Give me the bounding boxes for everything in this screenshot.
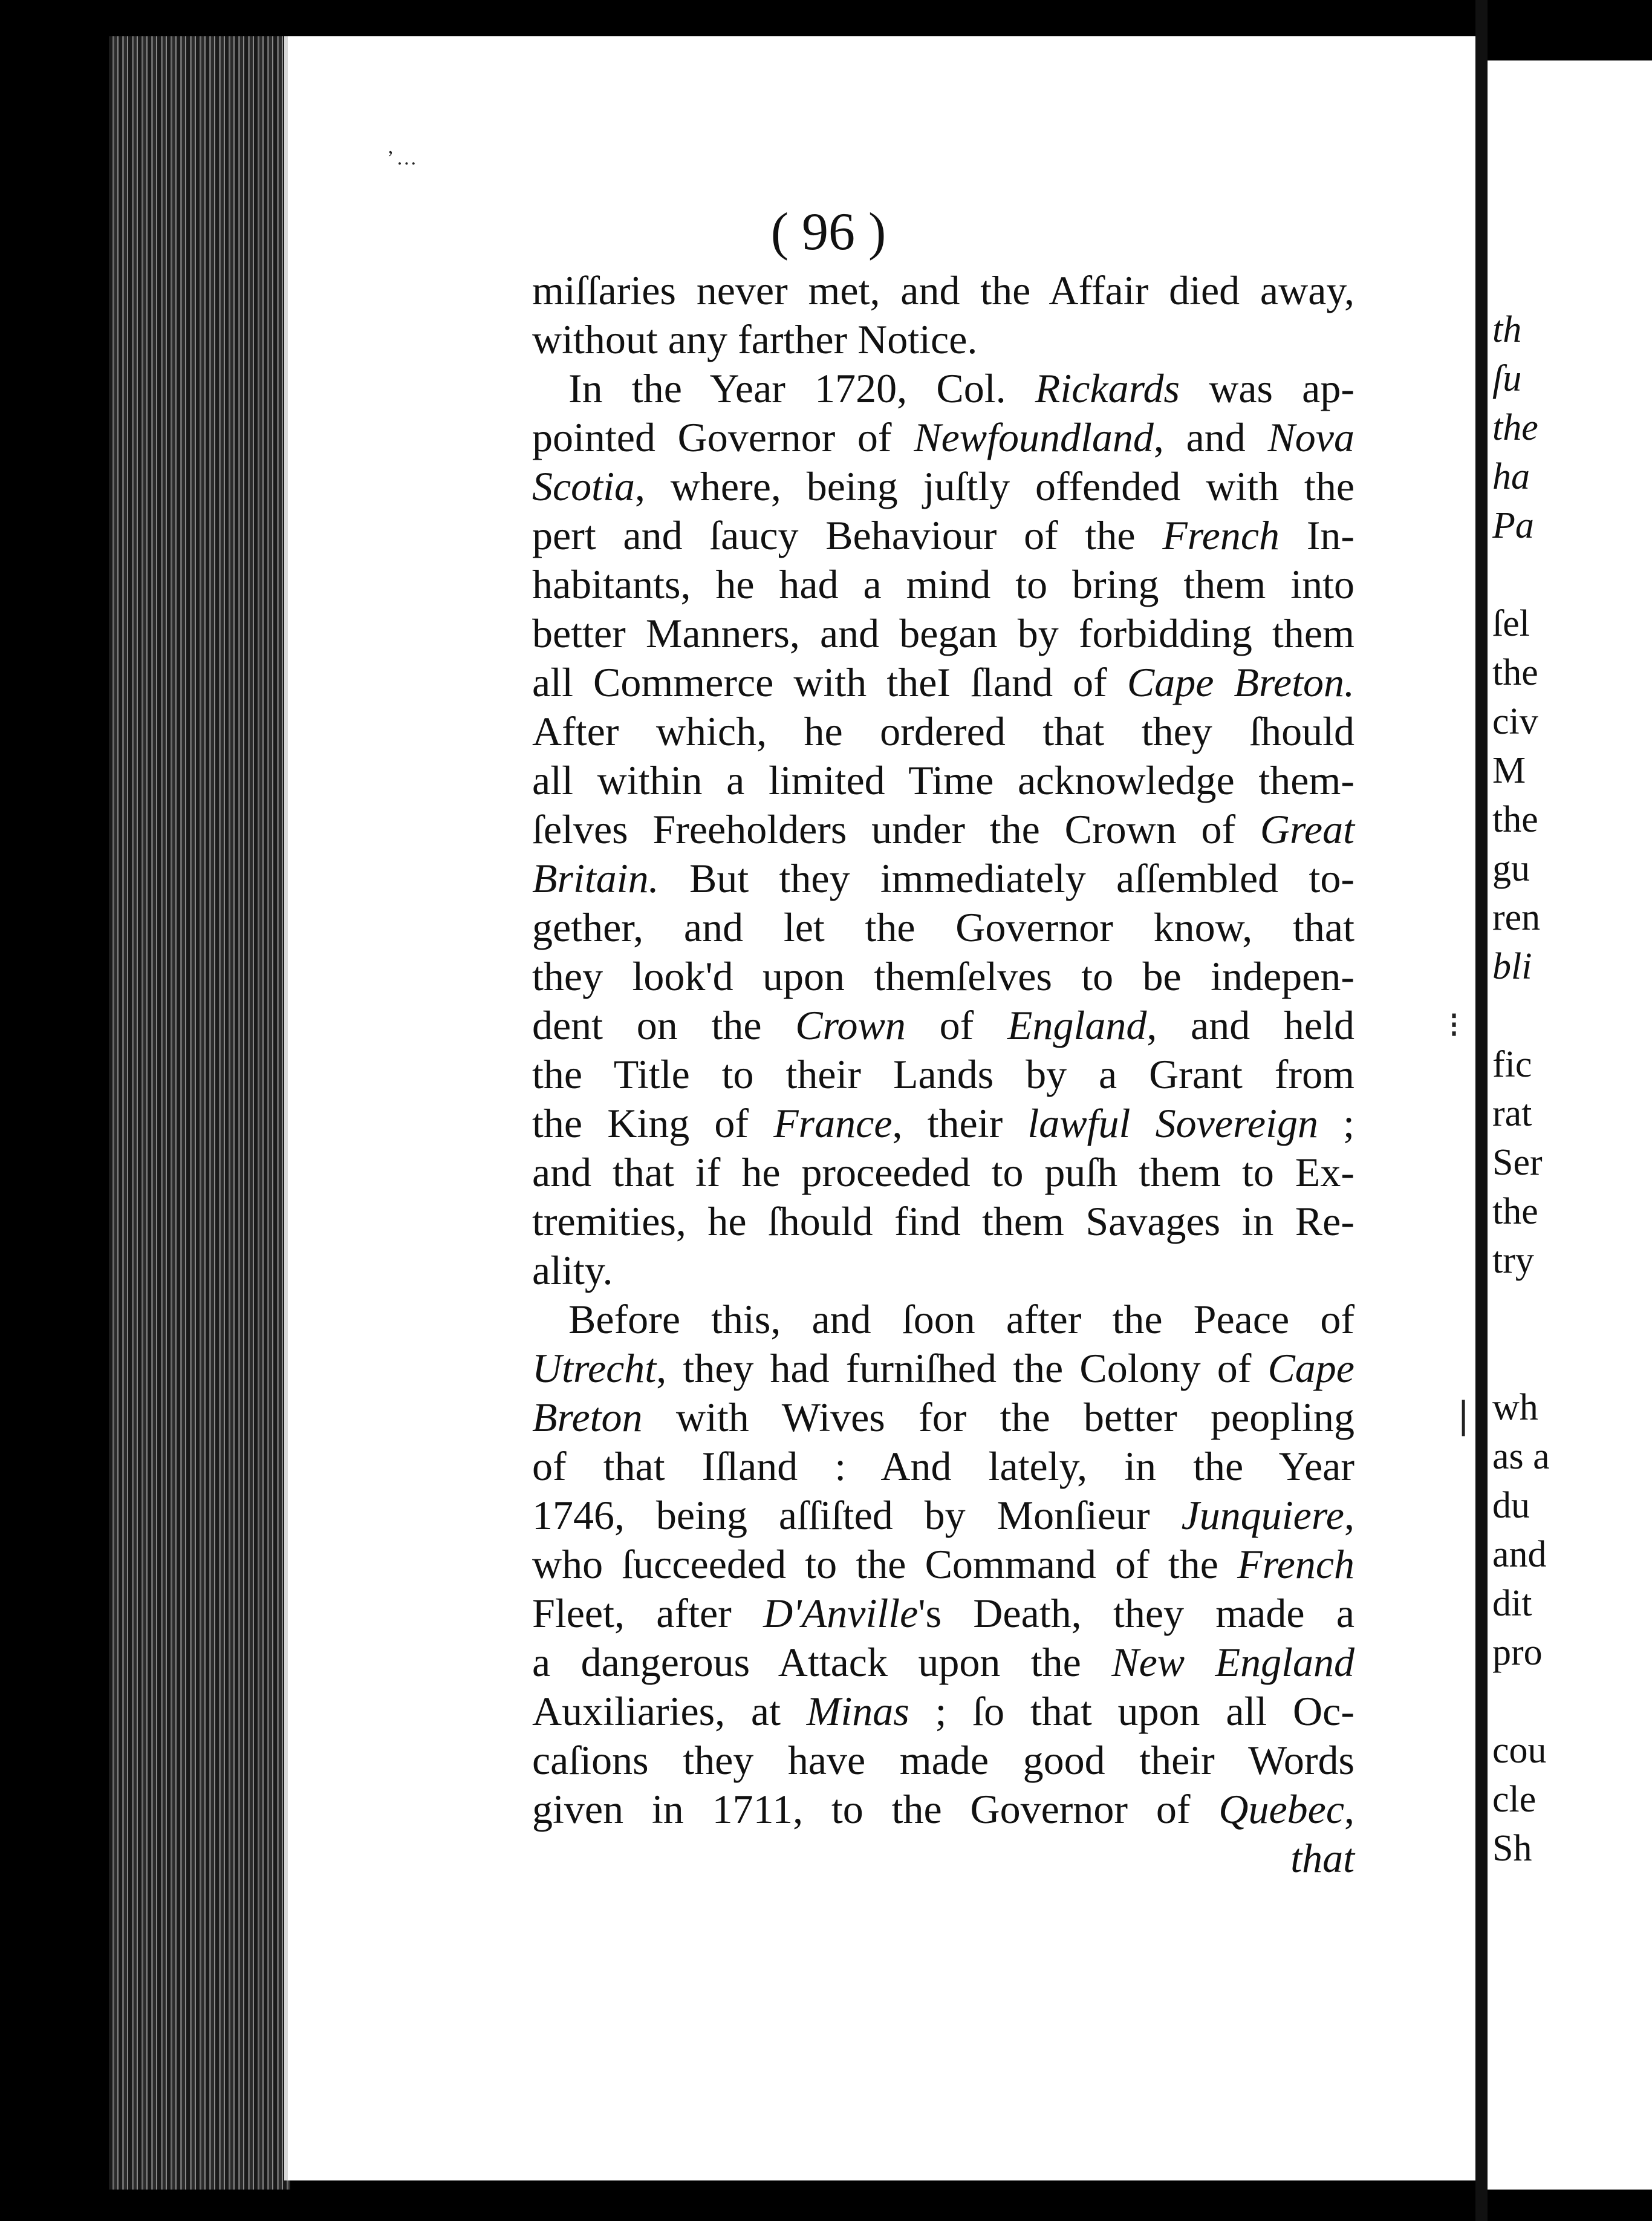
facing-line-fragment: ren (1492, 897, 1541, 938)
text-span: who ſucceeded to the Command of the (532, 1541, 1238, 1587)
text-span: 's Death, they made a (918, 1590, 1355, 1636)
text-line: the Title to their Lands by a Grant from (532, 1051, 1354, 1097)
italic-span: French (1237, 1541, 1354, 1587)
text-line: tremities, he ſhould find them Savages in Re- (532, 1198, 1354, 1244)
facing-line-fragment: fic (1492, 1044, 1532, 1085)
text-span: given in 1711, to the Governor of (532, 1786, 1219, 1832)
text-line (532, 1344, 1354, 1393)
text-line: they look'd upon themſelves to be indepen- (532, 953, 1354, 999)
italic-span: Scotia (532, 463, 635, 509)
text-span: of (905, 1002, 1007, 1048)
italic-span: New England (1111, 1639, 1354, 1685)
stray-ink-mark: ’… (387, 147, 420, 169)
italic-span: D'Anville (763, 1590, 919, 1636)
text-span: dent on the (532, 1002, 796, 1048)
facing-line-fragment: as a (1492, 1436, 1550, 1477)
italic-span: lawful Sovereign (1027, 1100, 1318, 1146)
italic-span: England (1007, 1002, 1147, 1048)
facing-page-text (1492, 305, 1652, 1873)
text-line (532, 511, 1354, 560)
text-line (532, 1540, 1354, 1589)
facing-line-fragment: th (1492, 309, 1522, 350)
text-line (532, 1393, 1354, 1442)
text-span: 1746, being aſſiſted by Monſieur (532, 1492, 1182, 1538)
text-line (532, 1687, 1354, 1736)
italic-span: Great (1260, 806, 1354, 852)
text-line (532, 413, 1354, 462)
text-line (532, 1099, 1354, 1148)
italic-span: French (1162, 512, 1280, 558)
text-span: , and (1153, 414, 1268, 460)
facing-line-fragment: the (1492, 652, 1538, 693)
italic-span: Utrecht (532, 1345, 657, 1391)
text-line (532, 1491, 1354, 1540)
gutter-bracket-mark-2: ❘ (1448, 1395, 1479, 1435)
text-line: without any farther Notice. (532, 316, 978, 362)
text-span: all Commerce with theI ſland of (532, 659, 1127, 705)
text-line: After which, he ordered that they ſhould (532, 708, 1354, 754)
facing-line-gap (1492, 1285, 1652, 1334)
text-span: ; (1318, 1100, 1354, 1146)
facing-line-fragment: Ser (1492, 1142, 1543, 1183)
text-span: with Wives for the better peopling (642, 1394, 1354, 1440)
facing-line-fragment: Pa (1492, 505, 1534, 546)
facing-line-fragment: civ (1492, 701, 1538, 742)
italic-span: Rickards (1035, 365, 1180, 411)
page-block-edge (109, 36, 290, 2190)
facing-line-gap (1492, 1334, 1652, 1383)
facing-line-fragment: the (1492, 799, 1538, 840)
text-span: , and held (1146, 1002, 1354, 1048)
facing-line-fragment: M (1492, 750, 1526, 791)
text-line: caſions they have made good their Words (532, 1737, 1354, 1783)
facing-line-fragment: cle (1492, 1779, 1537, 1820)
catchword: that (1290, 1835, 1354, 1881)
text-line: all within a limited Time acknowledge them- (532, 757, 1354, 803)
text-line (532, 854, 1354, 903)
facing-line-fragment: du (1492, 1485, 1530, 1526)
facing-line-fragment: ha (1492, 456, 1530, 497)
text-span: pointed Governor of (532, 414, 914, 460)
page-body-text (532, 266, 1355, 1881)
facing-line-fragment: rat (1492, 1093, 1532, 1134)
facing-line-fragment: the (1492, 1191, 1538, 1232)
text-span: , they had furniſhed the Colony of (656, 1345, 1268, 1391)
italic-span: Crown (795, 1002, 906, 1048)
text-line: habitants, he had a mind to bring them into (532, 561, 1354, 607)
text-span: But they immediately aſſembled to- (659, 855, 1354, 901)
text-span: In- (1280, 512, 1354, 558)
italic-span: Nova (1267, 414, 1354, 460)
facing-line-fragment: try (1492, 1240, 1534, 1281)
text-span: In the Year 1720, Col. (568, 365, 1035, 411)
facing-line-fragment: wh (1492, 1387, 1538, 1428)
facing-line-fragment: gu (1492, 848, 1530, 889)
facing-line-fragment: cou (1492, 1730, 1547, 1771)
facing-line-fragment: pro (1492, 1632, 1543, 1673)
facing-line-gap (1492, 1677, 1652, 1726)
italic-span: Cape (1267, 1345, 1354, 1391)
page-number: ( 96 ) (770, 203, 886, 261)
text-span: a dangerous Attack upon the (532, 1639, 1112, 1685)
text-line: better Manners, and began by forbidding them (532, 610, 1354, 656)
text-line: miſſaries never met, and the Affair died away, (532, 267, 1354, 313)
italic-span: Junquiere (1181, 1492, 1344, 1538)
text-line (532, 1638, 1354, 1687)
text-line: Before this, and ſoon after the Peace of (568, 1296, 1354, 1342)
text-line (532, 462, 1354, 511)
text-span: , their (892, 1100, 1028, 1146)
text-span: was ap- (1180, 365, 1354, 411)
facing-line-fragment: Sh (1492, 1828, 1532, 1869)
text-span: , (1344, 1786, 1354, 1832)
text-span: , where, being juſtly offended with the (634, 463, 1354, 509)
italic-span: Minas (806, 1688, 909, 1734)
italic-span: Breton (532, 1394, 643, 1440)
text-line (532, 658, 1354, 707)
facing-line-fragment: the (1492, 407, 1538, 448)
text-line (532, 1589, 1354, 1638)
italic-span: Quebec (1218, 1786, 1344, 1832)
text-line (532, 364, 1354, 413)
facing-line-gap (1492, 991, 1652, 1040)
gutter-bracket-mark: ⁝ (1448, 1005, 1460, 1045)
italic-span: Cape Breton. (1127, 659, 1354, 705)
italic-span: Britain. (532, 855, 659, 901)
facing-line-fragment: and (1492, 1534, 1547, 1575)
text-line: and that if he proceeded to puſh them to Ex- (532, 1149, 1354, 1195)
text-line (532, 1001, 1354, 1050)
facing-line-fragment: dit (1492, 1583, 1532, 1624)
text-line: ality. (532, 1247, 613, 1293)
text-line (532, 805, 1354, 854)
text-line: of that Iſland : And lately, in the Year (532, 1443, 1354, 1489)
text-span: ſelves Freeholders under the Crown of (532, 806, 1260, 852)
text-span: , (1344, 1492, 1354, 1538)
text-span: pert and ſaucy Behaviour of the (532, 512, 1163, 558)
italic-span: France (773, 1100, 893, 1146)
text-line: gether, and let the Governor know, that (532, 904, 1354, 950)
facing-line-fragment: ſel (1492, 603, 1530, 644)
facing-line-gap (1492, 550, 1652, 599)
facing-line-fragment: ſu (1492, 358, 1522, 399)
text-span: Auxiliaries, at (532, 1688, 807, 1734)
text-line (532, 1785, 1354, 1834)
facing-line-fragment: bli (1492, 946, 1532, 987)
text-span: the King of (532, 1100, 774, 1146)
text-span: Fleet, after (532, 1590, 764, 1636)
italic-span: Newfoundland (914, 414, 1154, 460)
book-gutter (1475, 0, 1488, 2221)
text-span: ; ſo that upon all Oc- (909, 1688, 1354, 1734)
